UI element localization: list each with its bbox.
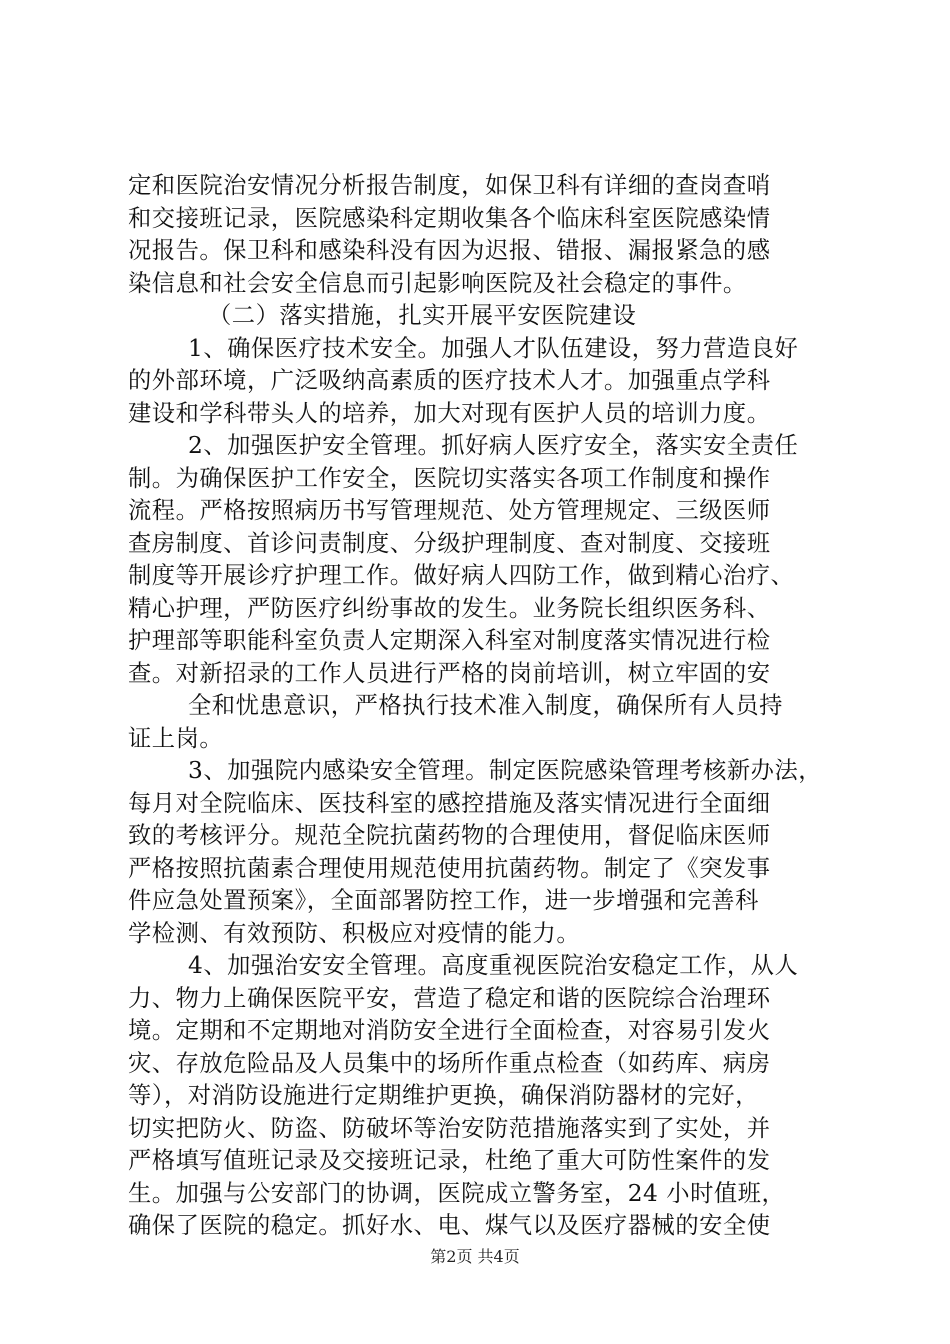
text-line: 证上岗。 [128, 724, 224, 752]
text-line: 境。定期和不定期地对消防安全进行全面检查，对容易引发火 [128, 1017, 771, 1044]
text-line: 每月对全院临床、医技科室的感控措施及落实情况进行全面细 [128, 789, 771, 817]
text-line: 学检测、有效预防、积极应对疫情的能力。 [128, 919, 581, 947]
text-line: 件应急处置预案》，全面部署防控工作，进一步增强和完善科 [128, 887, 759, 914]
text-line: 力、物力上确保医院平安，营造了稳定和谐的医院综合治理环 [128, 984, 771, 1012]
text-line: 4、加强治安安全管理。高度重视医院治安稳定工作，从人 [188, 952, 799, 979]
text-line: 建设和学科带头人的培养，加大对现有医护人员的培训力度。 [128, 399, 771, 427]
section-heading: （二）落实措施，扎实开展平安医院建设 [208, 302, 637, 329]
text-line: 精心护理，严防医疗纠纷事故的发生。业务院长组织医务科、 [128, 594, 771, 622]
text-line: 2、加强医护安全管理。抓好病人医疗安全，落实安全责任 [188, 432, 799, 459]
text-line: 1、确保医疗技术安全。加强人才队伍建设，努力营造良好 [188, 334, 799, 362]
text-line: 况报告。保卫科和感染科没有因为迟报、错报、漏报紧急的感 [128, 237, 771, 264]
text-line: 严格填写值班记录及交接班记录，杜绝了重大可防性案件的发 [128, 1147, 771, 1174]
text-line: 查房制度、首诊问责制度、分级护理制度、查对制度、交接班 [128, 529, 771, 557]
text-line: 和交接班记录，医院感染科定期收集各个临床科室医院感染情 [128, 204, 771, 232]
document-body [128, 170, 828, 1243]
text-line: 生。加强与公安部门的协调，医院成立警务室，24 小时值班， [128, 1179, 786, 1207]
text-line: 切实把防火、防盗、防破坏等治安防范措施落实到了实处，并 [128, 1114, 771, 1142]
text-line: 流程。严格按照病历书写管理规范、处方管理规定、三级医师 [128, 497, 771, 524]
text-line: 定和医院治安情况分析报告制度，如保卫科有详细的查岗查哨 [128, 172, 771, 199]
text-line: 的外部环境，广泛吸纳高素质的医疗技术人才。加强重点学科 [128, 367, 771, 394]
text-line: 全和忧患意识，严格执行技术准入制度，确保所有人员持 [188, 692, 783, 719]
text-line: 严格按照抗菌素合理使用规范使用抗菌药物。制定了《突发事 [128, 854, 771, 882]
page-number-footer: 第2页 共4页 [430, 1247, 520, 1266]
text-line: 查。对新招录的工作人员进行严格的岗前培训，树立牢固的安 [128, 659, 771, 687]
text-line: 等），对消防设施进行定期维护更换，确保消防器材的完好， [128, 1082, 759, 1109]
text-line: 护理部等职能科室负责人定期深入科室对制度落实情况进行检 [128, 627, 771, 654]
text-line: 灾、存放危险品及人员集中的场所作重点检查（如药库、病房 [128, 1049, 771, 1077]
text-line: 制。为确保医护工作安全，医院切实落实各项工作制度和操作 [128, 464, 771, 492]
text-line: 3、加强院内感染安全管理。制定医院感染管理考核新办法， [188, 757, 823, 784]
text-line: 确保了医院的稳定。抓好水、电、煤气以及医疗器械的安全使 [128, 1212, 771, 1239]
text-line: 致的考核评分。规范全院抗菌药物的合理使用，督促临床医师 [128, 822, 771, 849]
text-line: 染信息和社会安全信息而引起影响医院及社会稳定的事件。 [128, 269, 747, 297]
text-line: 制度等开展诊疗护理工作。做好病人四防工作，做到精心治疗、 [128, 562, 795, 589]
